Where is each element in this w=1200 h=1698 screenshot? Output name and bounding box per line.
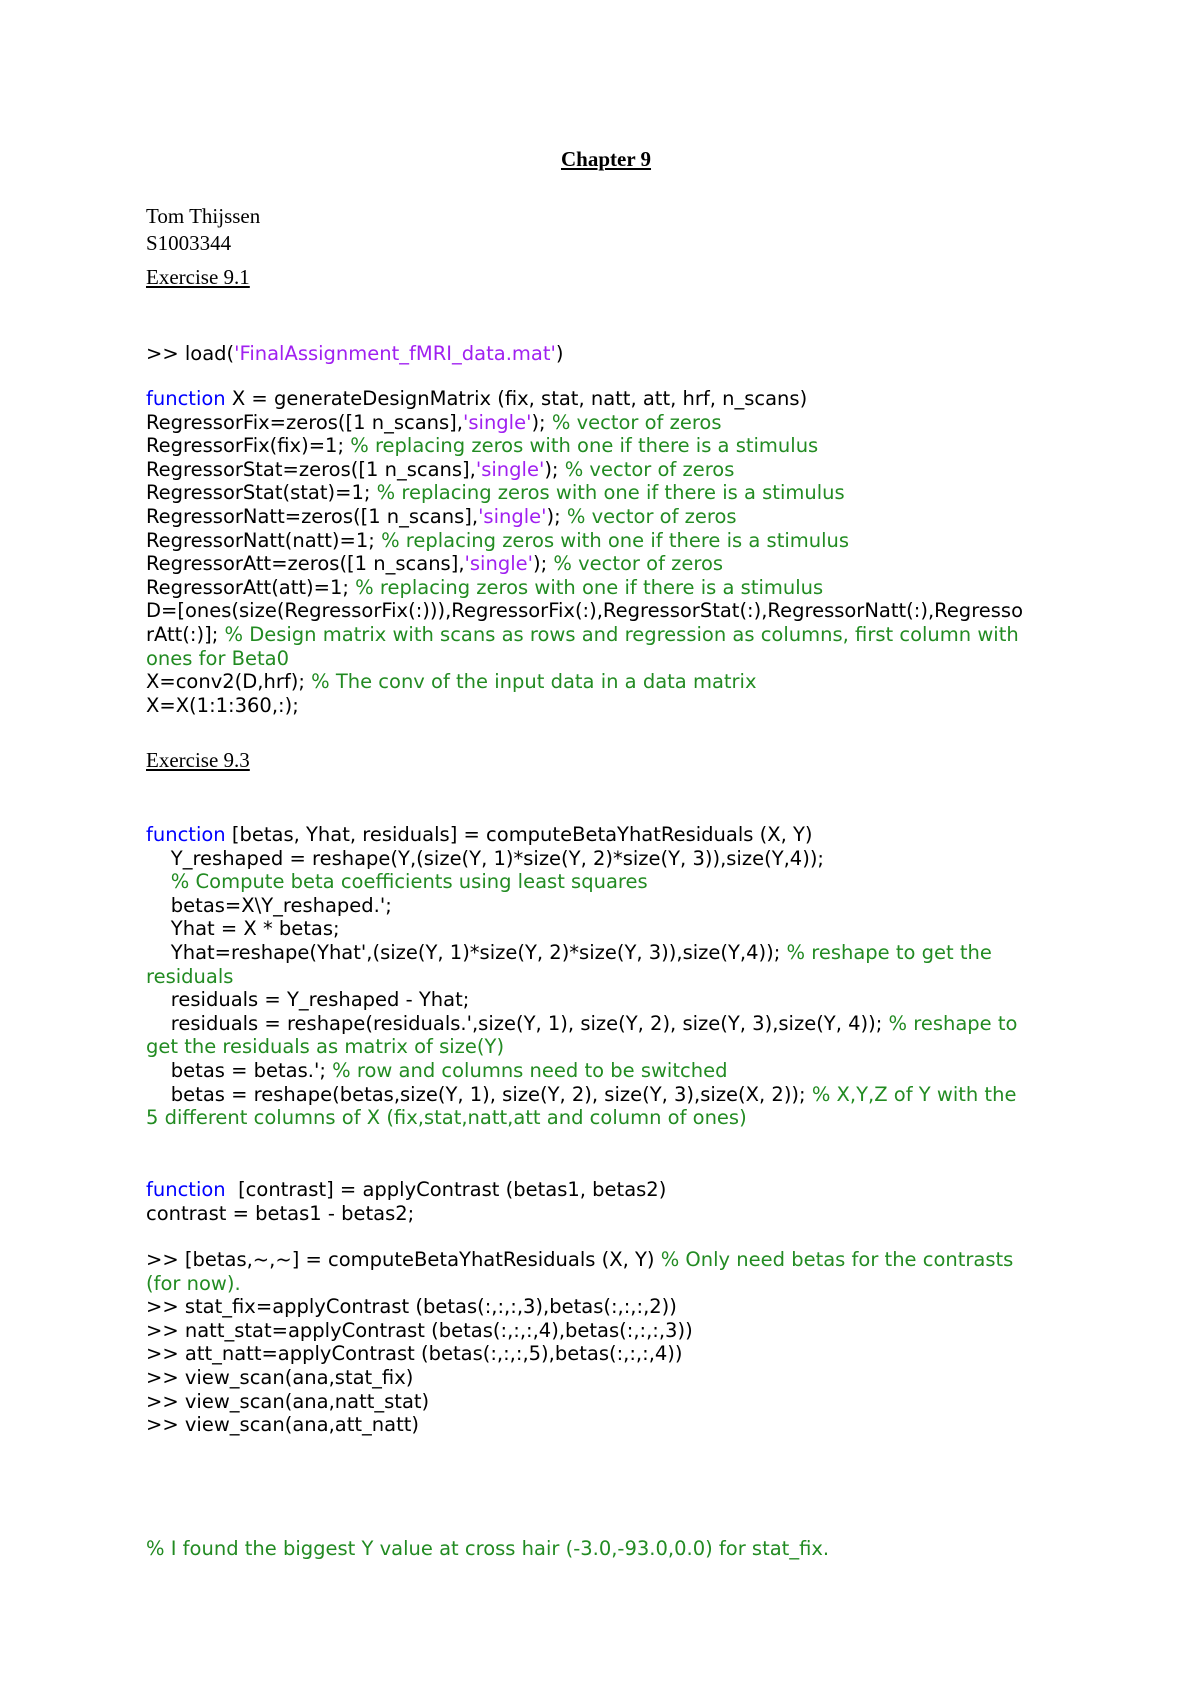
code-line <box>146 1390 1066 1414</box>
compute-betas-function-block <box>146 823 1066 1130</box>
code-text: D=[ones(size(RegressorFix(:))),RegressorFix(:),RegressorStat(:),RegressorNatt(:),Regresso <box>146 599 1024 623</box>
final-note-block <box>146 1537 1066 1561</box>
code-line <box>146 870 1066 894</box>
code-line <box>146 941 1066 965</box>
code-text: betas = betas.'; <box>146 1058 333 1082</box>
code-comment: % replacing zeros with one if there is a stimulus <box>355 575 824 599</box>
code-line <box>146 623 1066 647</box>
code-line <box>146 1248 1066 1272</box>
code-text: X=conv2(D,hrf); <box>146 670 312 694</box>
command-window-block <box>146 1248 1066 1437</box>
code-comment: % replacing zeros with one if there is a stimulus <box>381 528 850 552</box>
code-keyword: function <box>146 1178 226 1201</box>
code-comment: % vector of zeros <box>566 504 737 528</box>
code-line <box>146 1295 1066 1319</box>
code-comment: % replacing zeros with one if there is a stimulus <box>376 481 845 505</box>
code-text: RegressorStat=zeros([1 n_scans], <box>146 457 476 481</box>
code-string: 'single' <box>475 457 545 481</box>
code-comment: % X,Y,Z of Y with the <box>811 1082 1017 1106</box>
code-line <box>146 823 1066 847</box>
code-text <box>146 870 171 893</box>
code-line <box>146 670 1066 694</box>
code-line <box>146 529 1066 553</box>
code-text: RegressorAtt=zeros([1 n_scans], <box>146 552 465 576</box>
code-line <box>146 1272 1066 1296</box>
code-text: ); <box>531 410 552 434</box>
code-comment: % reshape to get the <box>786 940 992 964</box>
code-text: RegressorFix(fix)=1; <box>146 434 351 458</box>
code-line <box>146 387 1066 411</box>
code-comment: % vector of zeros <box>564 457 735 481</box>
code-line <box>146 458 1066 482</box>
code-comment: % vector of zeros <box>553 552 724 576</box>
code-line <box>146 599 1066 623</box>
code-text: ); <box>532 552 554 576</box>
code-line <box>146 1035 1066 1059</box>
code-comment: % The conv of the input data in a data matrix <box>311 670 757 694</box>
code-string: 'single' <box>463 410 532 434</box>
code-line <box>146 1083 1066 1107</box>
code-line <box>146 342 1066 366</box>
exercise-9-1-heading: Exercise 9.1 <box>146 265 250 289</box>
code-comment: % I found the biggest Y value at cross hair (-3.0,-93.0,0.0) for stat_fix. <box>146 1537 830 1560</box>
code-line <box>146 847 1066 871</box>
code-line <box>146 1342 1066 1366</box>
load-command-block <box>146 342 1066 366</box>
code-line <box>146 576 1066 600</box>
code-comment: (for now). <box>146 1271 241 1295</box>
code-line <box>146 1202 1066 1226</box>
code-text: residuals = Y_reshaped - Yhat; <box>146 988 470 1012</box>
code-text: [betas, Yhat, residuals] = computeBetaYhatResiduals (X, Y) <box>225 823 813 846</box>
code-text: >> view_scan(ana,stat_fix) <box>146 1365 414 1389</box>
author-name: Tom Thijssen <box>146 204 261 228</box>
code-text: >> view_scan(ana,att_natt) <box>146 1413 419 1437</box>
code-line <box>146 647 1066 671</box>
document-page <box>146 0 1066 1698</box>
code-line <box>146 1106 1066 1130</box>
code-text: >> [betas,~,~] = computeBetaYhatResiduals (X, Y) <box>146 1248 661 1271</box>
code-comment: get the residuals as matrix of size(Y) <box>146 1035 505 1059</box>
code-text: residuals = reshape(residuals.',size(Y, 1), size(Y, 2), size(Y, 3),size(Y, 4)); <box>146 1011 889 1035</box>
exercise-9-3-heading: Exercise 9.3 <box>146 748 250 772</box>
code-comment: % vector of zeros <box>551 410 722 434</box>
code-text: Yhat = X * betas; <box>146 917 340 941</box>
apply-contrast-function-block <box>146 1178 1066 1225</box>
code-text: >> att_natt=applyContrast (betas(:,:,:,5),betas(:,:,:,4)) <box>146 1342 683 1366</box>
code-line <box>146 917 1066 941</box>
code-text: contrast = betas1 - betas2; <box>146 1201 415 1225</box>
code-comment: % Only need betas for the contrasts <box>660 1248 1014 1271</box>
code-comment: % replacing zeros with one if there is a stimulus <box>350 434 819 458</box>
code-text: ); <box>544 457 565 481</box>
code-line <box>146 1012 1066 1036</box>
code-line <box>146 1413 1066 1437</box>
code-text: [contrast] = applyContrast (betas1, betas2) <box>225 1178 667 1201</box>
code-text: RegressorStat(stat)=1; <box>146 481 377 505</box>
code-comment: % row and columns need to be switched <box>332 1058 728 1082</box>
code-line <box>146 1059 1066 1083</box>
code-line <box>146 1366 1066 1390</box>
code-comment: % Design matrix with scans as rows and regression as columns, first column with <box>224 622 1019 646</box>
code-text: ); <box>546 504 567 528</box>
code-comment: ones for Beta0 <box>146 646 290 670</box>
code-text: RegressorNatt=zeros([1 n_scans], <box>146 504 479 528</box>
code-text: X = generateDesignMatrix (fix, stat, natt, att, hrf, n_scans) <box>225 387 808 410</box>
code-line <box>146 1319 1066 1343</box>
chapter-title: Chapter 9 <box>560 147 652 171</box>
code-line <box>146 505 1066 529</box>
design-matrix-function-block <box>146 387 1066 717</box>
code-comment: % Compute beta coefficients using least squares <box>170 870 648 894</box>
code-keyword: function <box>146 387 226 410</box>
code-line <box>146 552 1066 576</box>
code-string: 'single' <box>464 552 533 576</box>
code-keyword: function <box>146 823 226 846</box>
code-text: X=X(1:1:360,:); <box>146 693 299 717</box>
code-text: RegressorAtt(att)=1; <box>146 575 356 599</box>
student-number: S1003344 <box>146 231 232 255</box>
code-text: ) <box>555 342 564 365</box>
code-comment: 5 different columns of X (fix,stat,natt,att and column of ones) <box>146 1106 747 1130</box>
code-text: RegressorNatt(natt)=1; <box>146 528 382 552</box>
code-string: 'FinalAssignment_fMRI_data.mat' <box>234 342 556 365</box>
code-text: betas=X\Y_reshaped.'; <box>146 893 392 917</box>
code-line <box>146 1537 1066 1561</box>
code-text: Y_reshaped = reshape(Y,(size(Y, 1)*size(Y, 2)*size(Y, 3)),size(Y,4)); <box>146 846 824 870</box>
code-line <box>146 894 1066 918</box>
code-line <box>146 988 1066 1012</box>
code-text: rAtt(:)]; <box>146 622 225 646</box>
code-text: betas = reshape(betas,size(Y, 1), size(Y, 2), size(Y, 3),size(X, 2)); <box>146 1082 812 1106</box>
code-text: >> stat_fix=applyContrast (betas(:,:,:,3),betas(:,:,:,2)) <box>146 1295 677 1319</box>
code-text: RegressorFix=zeros([1 n_scans], <box>146 410 463 434</box>
code-text: >> view_scan(ana,natt_stat) <box>146 1389 430 1413</box>
code-line <box>146 434 1066 458</box>
code-line <box>146 1178 1066 1202</box>
code-line <box>146 965 1066 989</box>
code-line <box>146 481 1066 505</box>
code-line <box>146 411 1066 435</box>
code-comment: residuals <box>146 964 234 988</box>
code-string: 'single' <box>478 504 547 528</box>
code-text: >> natt_stat=applyContrast (betas(:,:,:,4),betas(:,:,:,3)) <box>146 1318 693 1342</box>
author-block <box>146 203 260 257</box>
code-line <box>146 694 1066 718</box>
code-text: Yhat=reshape(Yhat',(size(Y, 1)*size(Y, 2)*size(Y, 3)),size(Y,4)); <box>146 940 787 964</box>
code-comment: % reshape to <box>888 1011 1018 1035</box>
code-text: >> load( <box>146 342 235 365</box>
